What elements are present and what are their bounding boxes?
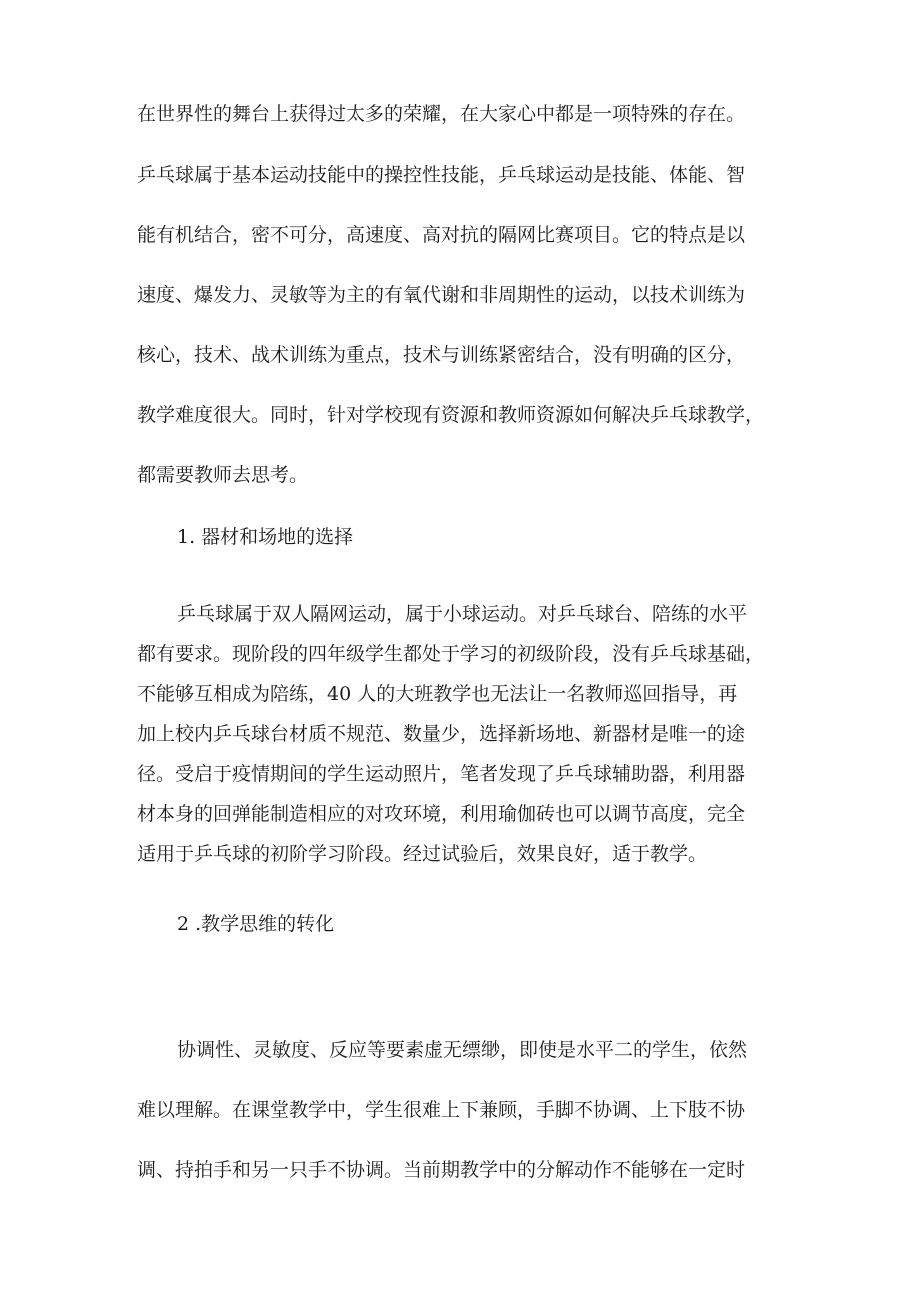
section-heading-1: 1. 器材和场地的选择	[177, 526, 354, 548]
paragraph-line: 适用于乒乓球的初阶学习阶段。经过试验后，效果良好，适于教学。	[137, 843, 708, 865]
paragraph-line: 调、持拍手和另一只手不协调。当前期教学中的分解动作不能够在一定时	[137, 1159, 746, 1181]
paragraph-line: 材本身的回弹能制造相应的对攻环境，利用瑜伽砖也可以调节高度，完全	[137, 803, 746, 825]
paragraph-line: 径。受启于疫情期间的学生运动照片，笔者发现了乒乓球辅助器，利用器	[137, 763, 746, 785]
paragraph-line: 不能够互相成为陪练，40 人的大班教学也无法让一名教师巡回指导，再	[137, 683, 738, 705]
paragraph-line: 难以理解。在课堂教学中，学生很难上下兼顾，手脚不协调、上下肢不协	[137, 1099, 746, 1121]
paragraph-line: 在世界性的舞台上获得过太多的荣耀，在大家心中都是一项特殊的存在。	[137, 103, 746, 125]
section-heading-2: 2 .教学思维的转化	[177, 913, 335, 935]
paragraph-line: 乒乓球属于基本运动技能中的操控性技能，乒乓球运动是技能、体能、智	[137, 164, 746, 186]
paragraph-line: 速度、爆发力、灵敏等为主的有氧代谢和非周期性的运动，以技术训练为	[137, 284, 746, 306]
paragraph-line: 都需要教师去思考。	[137, 464, 309, 486]
paragraph-line: 协调性、灵敏度、反应等要素虚无缥缈，即使是水平二的学生，依然	[177, 1039, 748, 1061]
paragraph-line: 都有要求。现阶段的四年级学生都处于学习的初级阶段，没有乒乓球基础，	[137, 643, 765, 665]
paragraph-line: 核心，技术、战术训练为重点，技术与训练紧密结合，没有明确的区分，	[137, 344, 746, 366]
paragraph-line: 能有机结合，密不可分，高速度、高对抗的隔网比赛项目。它的特点是以	[137, 224, 746, 246]
paragraph-line: 加上校内乒乓球台材质不规范、数量少，选择新场地、新器材是唯一的途	[137, 723, 746, 745]
paragraph-line: 乒乓球属于双人隔网运动，属于小球运动。对乒乓球台、陪练的水平	[177, 603, 748, 625]
paragraph-line: 教学难度很大。同时，针对学校现有资源和教师资源如何解决乒乓球教学，	[137, 404, 765, 426]
